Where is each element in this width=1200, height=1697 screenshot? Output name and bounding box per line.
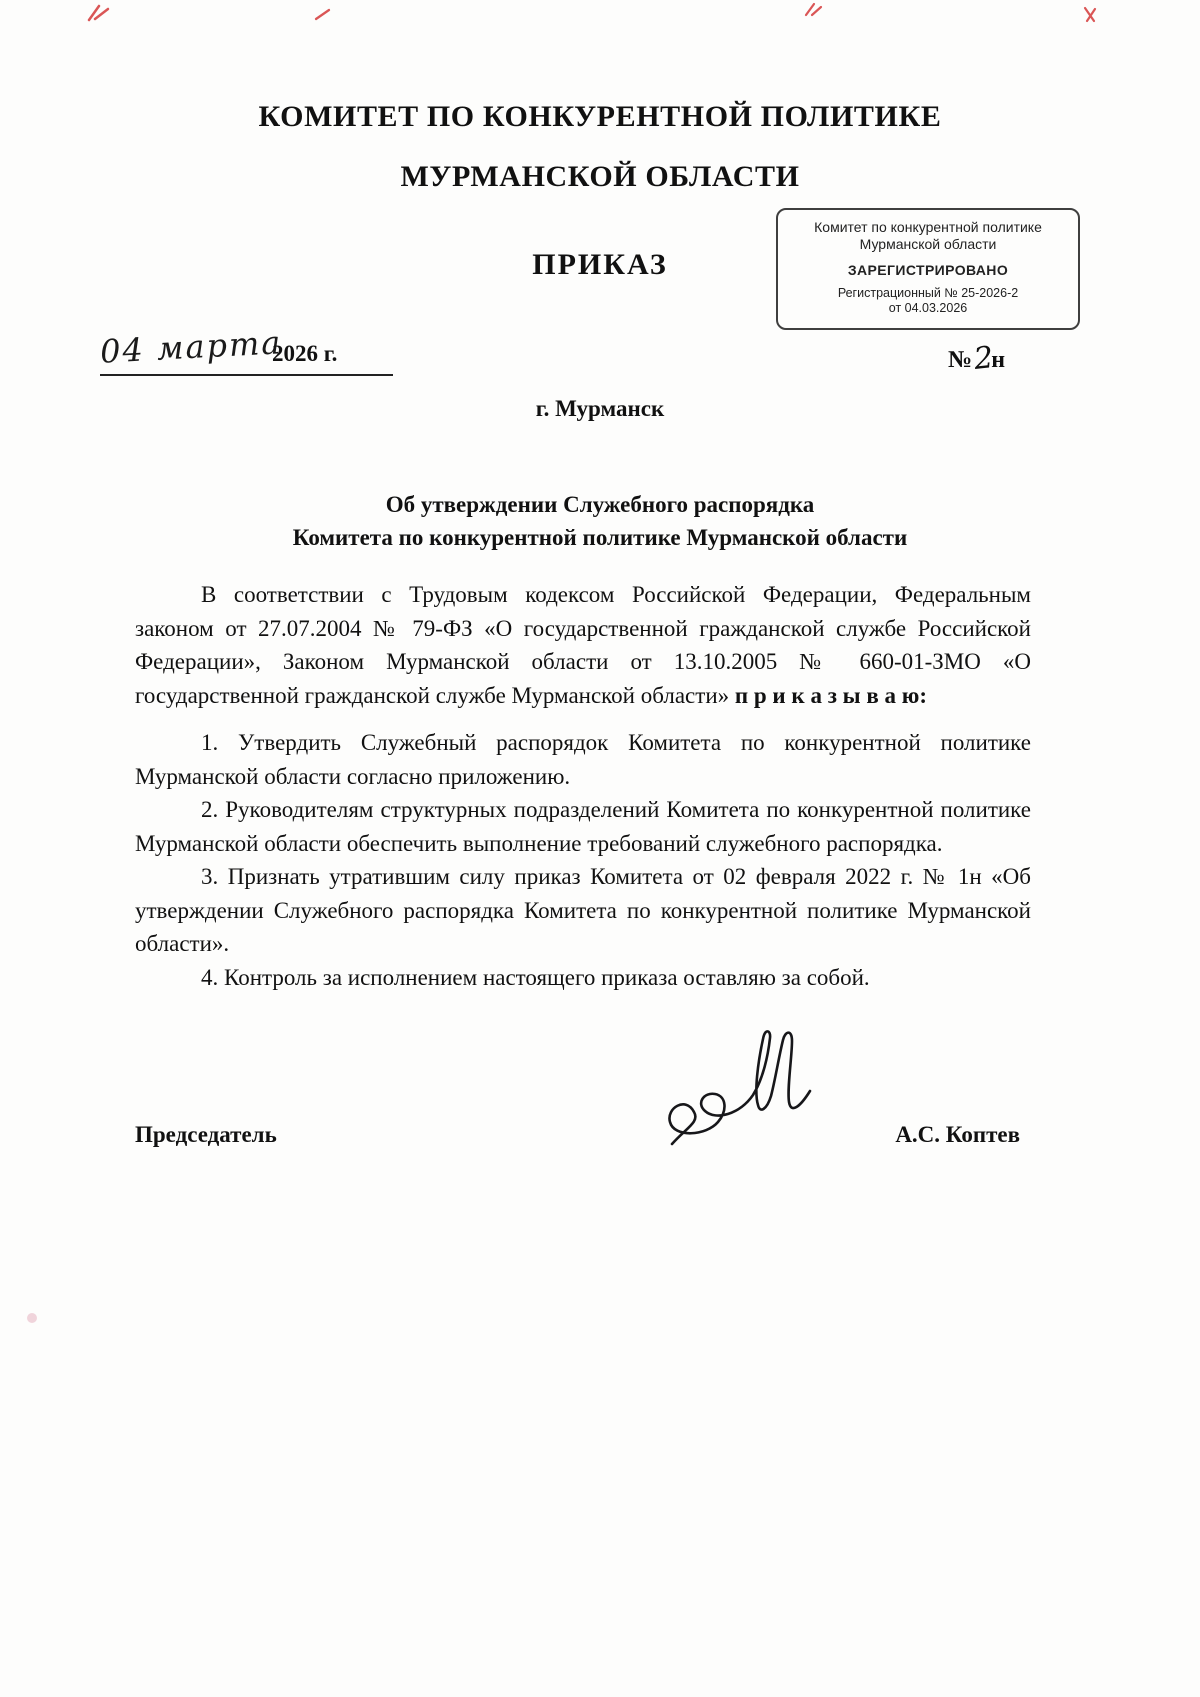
- place-line: г. Мурманск: [535, 396, 665, 421]
- document-type-heading: ПРИКАЗ: [532, 248, 668, 281]
- order-item-4: 4. Контроль за исполнением настоящего приказа оставляю за собой.: [201, 964, 870, 990]
- document-title: [0, 488, 1200, 554]
- document-body: [135, 578, 1031, 994]
- stamp-org-line1: Комитет по конкурентной политике: [814, 219, 1042, 235]
- order-item-2: 2. Руководителям структурных подразделений Комитета по конкурентной политике Мурманской области обеспечить выполнение требований служебного распорядка.: [135, 797, 1031, 856]
- stamp-registered-label: ЗАРЕГИСТРИРОВАНО: [847, 262, 1009, 278]
- scan-artifact: [24, 1310, 40, 1326]
- scan-artifact: [314, 8, 332, 22]
- date-year: 2026 г.: [272, 341, 338, 366]
- scan-artifact: [86, 3, 114, 25]
- scan-artifact: [1082, 6, 1102, 24]
- stamp-org-line2: Мурманской области: [859, 236, 997, 252]
- stamp-registration-number: Регистрационный № 25-2026-2: [837, 286, 1019, 300]
- handwritten-number: 2: [972, 340, 996, 377]
- stamp-registration-date: от 04.03.2026: [888, 301, 968, 315]
- org-name-line1: КОМИТЕТ ПО КОНКУРЕНТНОЙ ПОЛИТИКЕ: [258, 100, 942, 133]
- handwritten-date: 04 марта: [99, 323, 284, 371]
- scan-artifact: [804, 2, 824, 18]
- org-name-line2: МУРМАНСКОЙ ОБЛАСТИ: [400, 160, 800, 193]
- number-sign: №: [948, 347, 973, 373]
- title-line1: Об утверждении Служебного распорядка: [385, 492, 815, 517]
- signer-position: Председатель: [135, 1122, 277, 1147]
- intro-paragraph: [135, 578, 1031, 712]
- title-line2: Комитета по конкурентной политике Мурманской области: [292, 525, 908, 550]
- signer-name: А.С. Коптев: [895, 1122, 1020, 1147]
- intro-text: В соответствии с Трудовым кодексом Российской Федерации, Федеральным законом от 27.07.2004 № 79-ФЗ «О государственной гражданской службе Российской Федерации», Законом Мурманской области от 13.10.2005 № 660-01-ЗМО «О государственной гражданской службе Мурманской области»: [135, 582, 1031, 708]
- prikazyvayu-keyword: п р и к а з ы в а ю:: [734, 682, 928, 708]
- document-number: [948, 340, 1005, 375]
- handwritten-signature: [662, 1026, 842, 1152]
- date-line: [99, 323, 393, 376]
- number-suffix: н: [991, 347, 1006, 373]
- order-item-1: 1. Утвердить Служебный распорядок Комитета по конкурентной политике Мурманской области согласно приложению.: [135, 730, 1031, 789]
- order-item-3: 3. Признать утратившим силу приказ Комитета от 02 февраля 2022 г. № 1н «Об утверждении Служебного распорядка Комитета по конкурентной политике Мурманской области».: [135, 864, 1031, 956]
- registration-stamp: [776, 208, 1080, 330]
